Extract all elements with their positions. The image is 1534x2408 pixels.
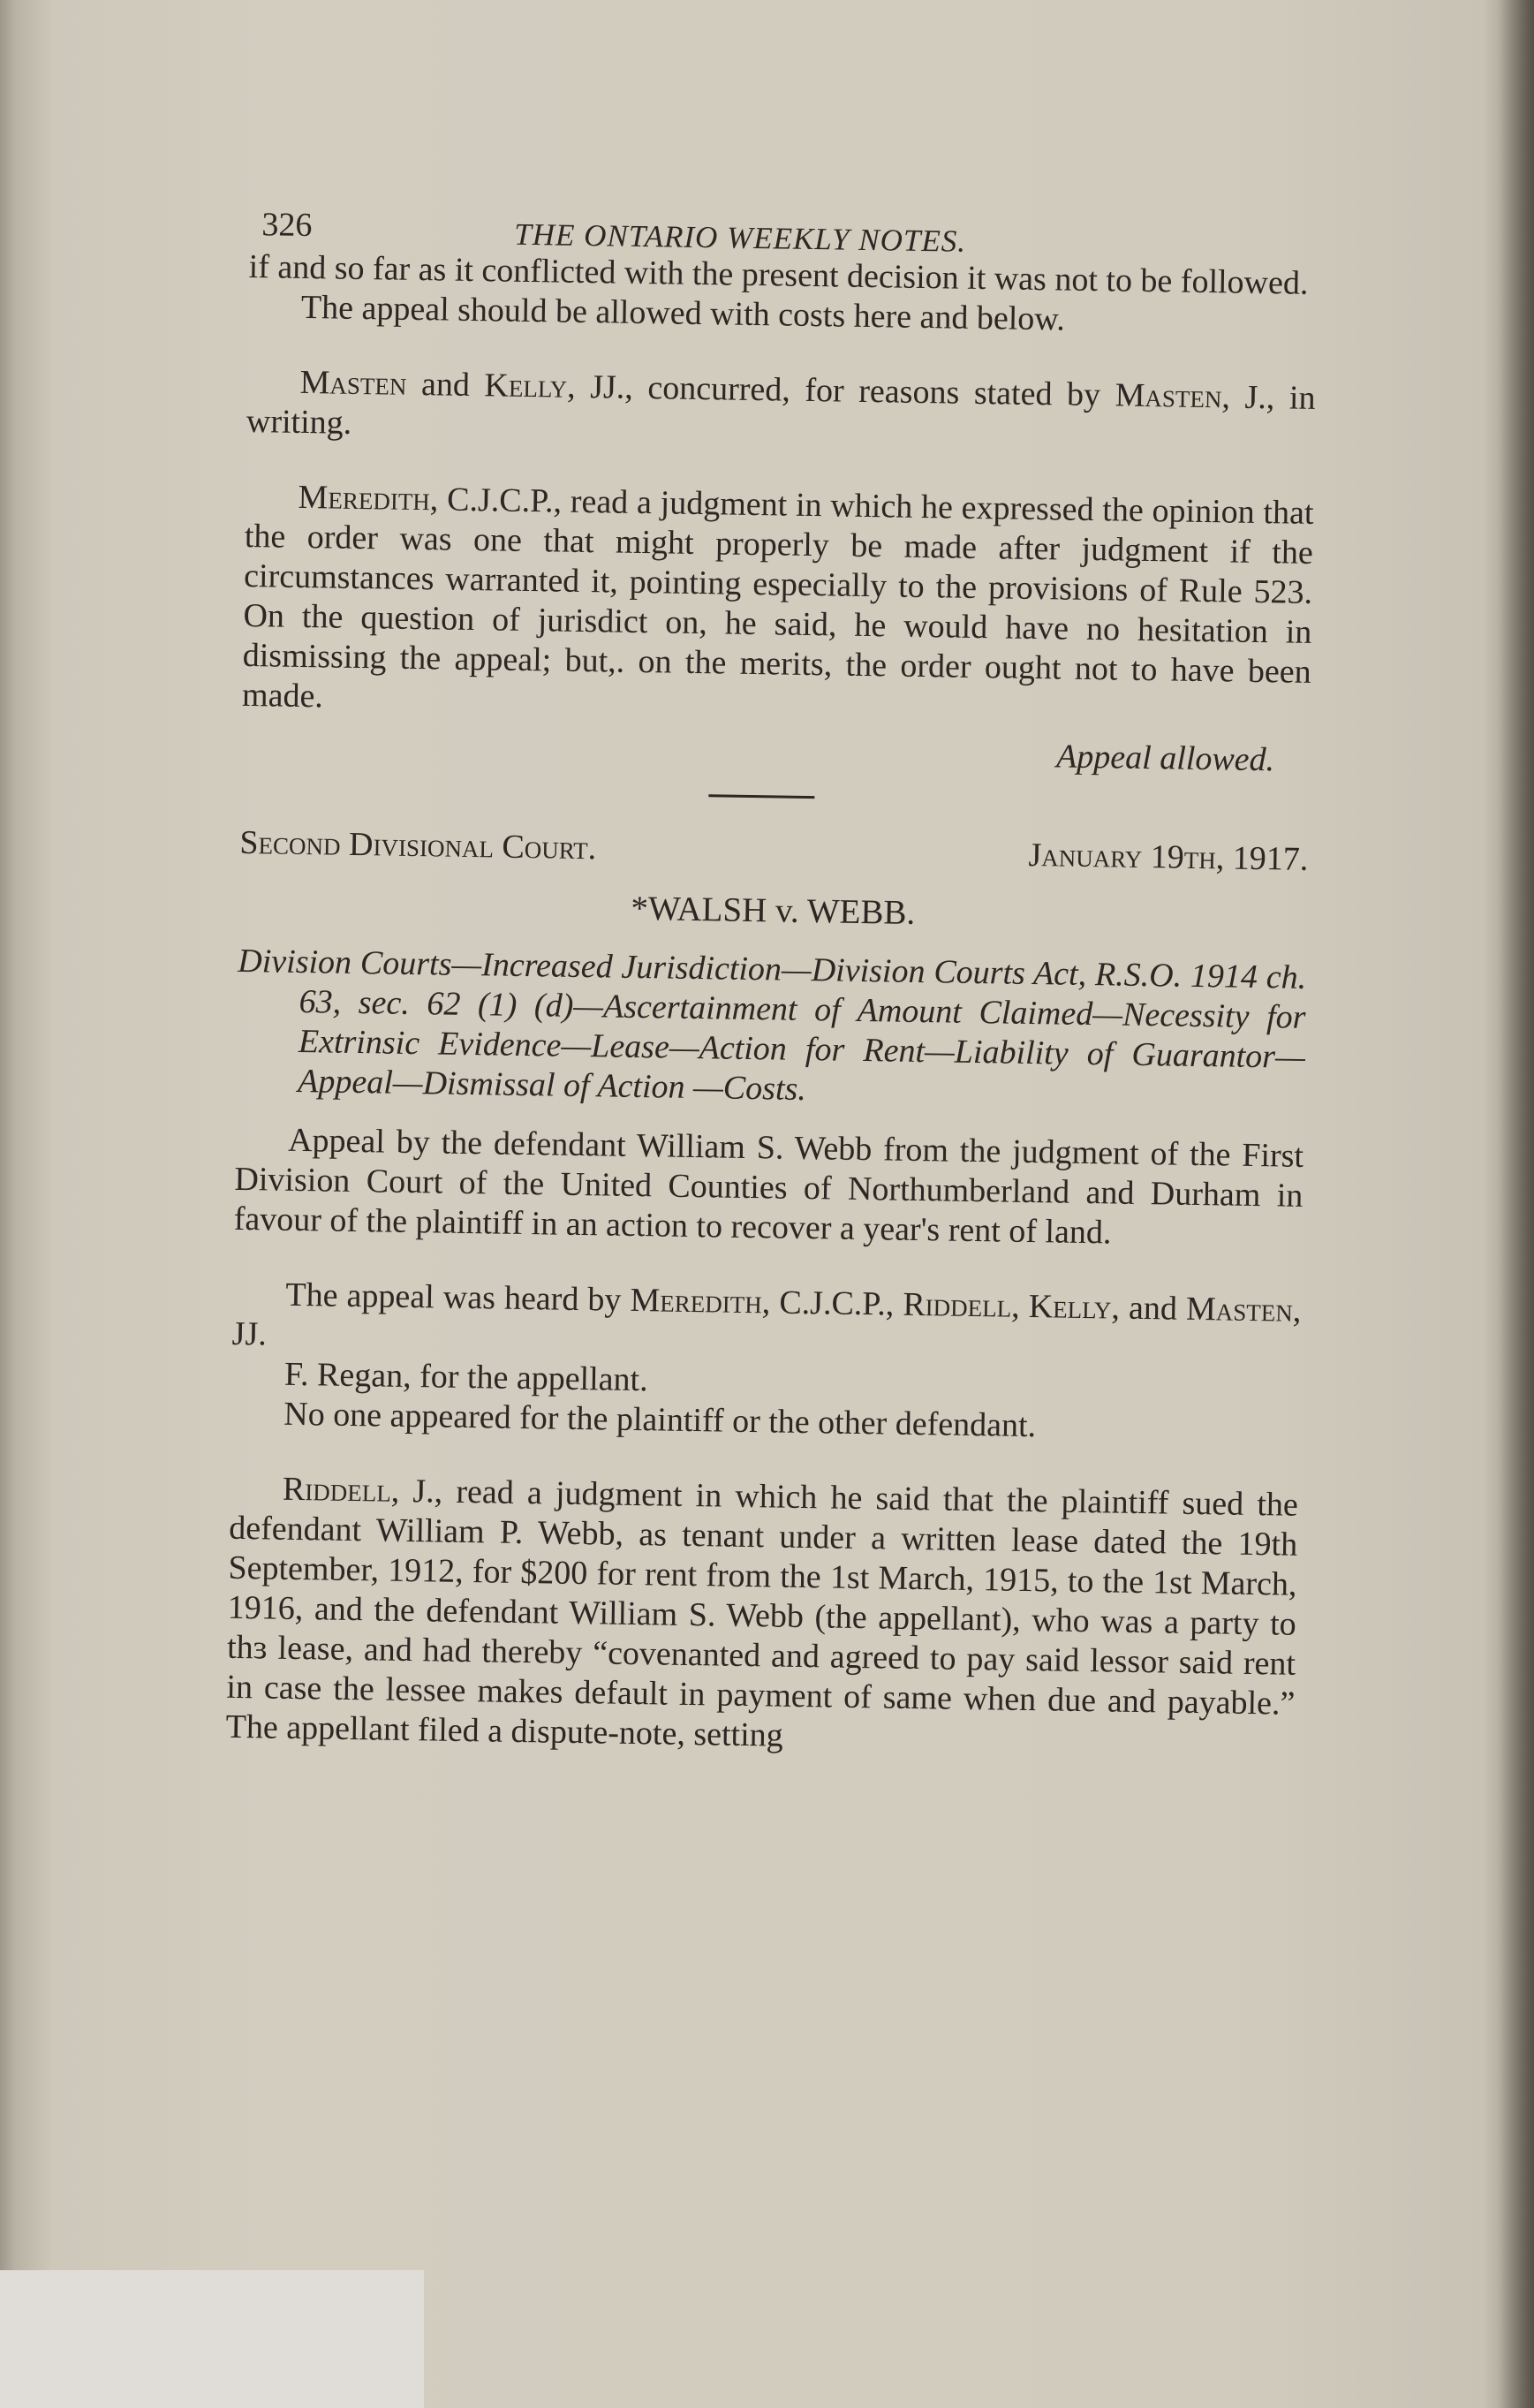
case-title: *WALSH v. WEBB. [631, 889, 916, 932]
judge-name: Masten [1115, 376, 1222, 416]
paragraph [225, 1469, 1298, 1764]
judge-name: Riddell [282, 1470, 392, 1510]
text-run: The appeal was heard by [285, 1276, 631, 1319]
judge-name: Meredith [630, 1281, 763, 1321]
text-run: , J., read a judgment in which he said that the plaintiff sued the defendant William P. Webb, as tenant under a written lease dated the 19th September, 1912, for $200 for rent from the 1st March, 1915, to the 1st March, 1916, and the defendant William S. Webb (the appellant), who was a party to thɜ lease, and had thereby “covenanted and agreed to pay said lessor said rent in case the lessee makes default in payment of same when due and payable.” The appellant filed a dispute-note, setting [225, 1472, 1299, 1754]
text-run: , C.J.C.P., [761, 1284, 903, 1323]
spine-shadow [1499, 0, 1534, 2408]
text-run: , C.J.C.P., read a judgment in which he expressed the opinion that the order was one that might properly be made after judgment if the circumstances warranted it, pointing especially to the provisions of Rule 523. On the question of jurisdict on, he said, he would have no hesitation in dismissing the appeal; but,. on the merits, the order ought not to have been made. [241, 481, 1314, 716]
page-text [225, 194, 1318, 1764]
text-run: and [406, 365, 485, 405]
paragraph: No one appeared for the plaintiff or the other defendant. [283, 1395, 1037, 1445]
court-name: Second Divisional Court. [239, 823, 597, 867]
judge-name: Masten [299, 363, 407, 403]
judge-name: Riddell [903, 1285, 1012, 1325]
court-line [239, 823, 1309, 880]
judge-name: Kelly [484, 367, 568, 405]
text-run: , and [1111, 1289, 1187, 1328]
judge-name: Masten [1185, 1290, 1294, 1329]
running-head: THE ONTARIO WEEKLY NOTES. [514, 216, 967, 259]
page-number: 326 [261, 206, 313, 245]
paragraph: F. Regan, for the appellant. [283, 1355, 648, 1399]
headnote: Division Courts—Increased Jurisdiction—Division Courts Act, R.S.O. 1914 ch. 63, sec. 62 (1) (d)—Ascertainment of Amount Claimed—Necessity for Extrinsic Evidence—Lease—Action for Rent—Liability of Guarantor—Appeal—Dismissal of Action —Costs. [238, 942, 1307, 1109]
paragraph: Appeal by the defendant William S. Webb from the judgment of the First Division Court of the United Counties of Northumberland and Durham in favour of the plaintiff in an action to recover a year's rent of land. [233, 1121, 1304, 1252]
text-run: , J., in writing. [246, 378, 1316, 442]
judge-name: Kelly [1028, 1288, 1112, 1327]
paragraph: if and so far as it conflicted with the present decision it was not to be followed. [248, 247, 1309, 302]
page-corner [0, 2270, 424, 2408]
section-divider [708, 794, 814, 799]
judge-name: Meredith [298, 478, 431, 519]
decision-date: January 19th, 1917. [1028, 836, 1309, 878]
paragraph [242, 477, 1314, 732]
text-run: , JJ., concurred, for reasons stated by [566, 367, 1116, 414]
disposition: Appeal allowed. [1055, 738, 1275, 779]
text-run: , [1010, 1287, 1030, 1326]
paragraph: The appeal should be allowed with costs here and below. [300, 288, 1066, 338]
text-run: , JJ. [231, 1291, 1302, 1353]
